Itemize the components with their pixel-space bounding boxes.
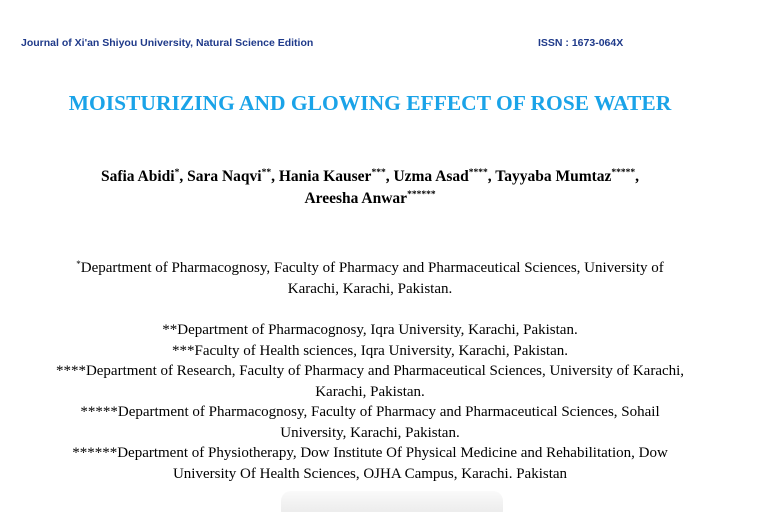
journal-name: Journal of Xi'an Shiyou University, Natural Science Edition (21, 37, 314, 49)
author-name: Uzma Asad (393, 168, 469, 185)
affiliation-line: Karachi, Karachi, Pakistan. (287, 280, 453, 297)
author-mark: ** (261, 168, 272, 178)
author-mark: **** (468, 168, 488, 178)
author-name: Areesha Anwar (304, 190, 408, 207)
affiliation-3 (0, 341, 740, 362)
affiliation-text: Department of Pharmacognosy, Faculty of Pharmacy and Pharmaceutical Sciences, University of (80, 260, 664, 276)
affiliation-2 (0, 320, 740, 341)
author-mark: ***** (611, 168, 636, 178)
paper-title: MOISTURIZING AND GLOWING EFFECT OF ROSE WATER (68, 91, 672, 115)
affiliation-line: University Of Health Sciences, OJHA Campus, Karachi. Pakistan (172, 465, 568, 482)
author-name: Sara Naqvi (187, 168, 262, 185)
affiliation-1 (0, 258, 740, 299)
affiliation-line (0, 258, 740, 279)
author-mark: * (174, 168, 180, 178)
affiliation-6 (0, 443, 740, 484)
author-line-1: Safia Abidi*, Sara Naqvi**, Hania Kauser***, Uzma Asad****, Tayyaba Mumtaz*****, (100, 168, 640, 185)
author-name: Safia Abidi (100, 168, 175, 185)
affiliation-mark: * (76, 259, 81, 269)
affiliation-line: ******Department of Physiotherapy, Dow Institute Of Physical Medicine and Rehabilitation, Dow (72, 445, 668, 461)
affiliation-line: **Department of Pharmacognosy, Iqra University, Karachi, Pakistan. (162, 322, 578, 338)
author-name: Tayyaba Mumtaz (495, 168, 612, 185)
issn: ISSN : 1673-064X (538, 37, 624, 49)
affiliation-line: *****Department of Pharmacognosy, Faculty of Pharmacy and Pharmaceutical Sciences, Sohail (80, 404, 660, 420)
affiliation-5 (0, 402, 740, 443)
author-line-2 (0, 188, 740, 210)
author-mark: *** (371, 168, 386, 178)
author-list (0, 166, 740, 210)
affiliation-list (0, 258, 740, 484)
author-name: Hania Kauser (278, 168, 372, 185)
affiliation-line: Karachi, Pakistan. (315, 383, 425, 400)
affiliation-line: ****Department of Research, Faculty of Pharmacy and Pharmaceutical Sciences, University of Karachi, (55, 363, 685, 379)
author-mark: ****** (407, 190, 436, 200)
affiliation-line: University, Karachi, Pakistan. (280, 424, 460, 441)
affiliation-4 (0, 361, 740, 402)
page-overlay-fade (281, 491, 503, 512)
affiliation-line: ***Faculty of Health sciences, Iqra University, Karachi, Pakistan. (172, 342, 568, 359)
